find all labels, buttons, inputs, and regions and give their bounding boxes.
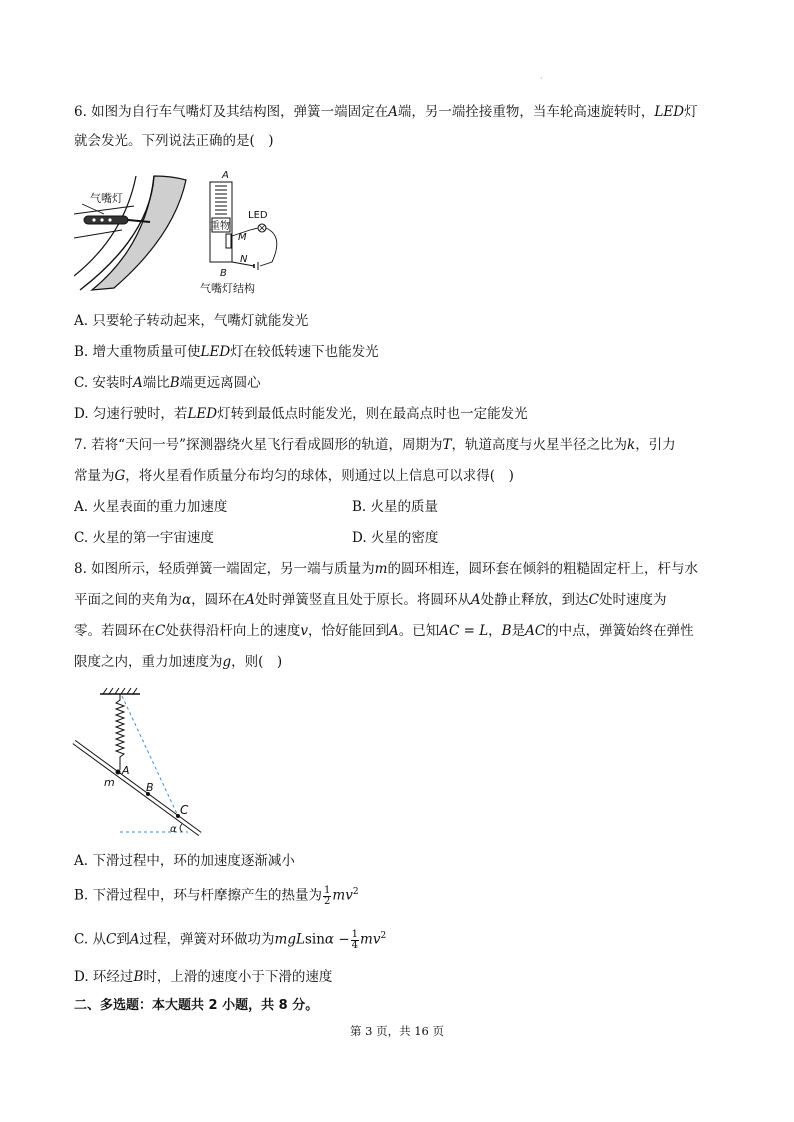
q8-option-d: D. 环经过B时，上滑的速度小于下滑的速度 bbox=[74, 969, 333, 985]
fraction-quarter: $\frac{1}{4}$ bbox=[351, 928, 359, 951]
label-lamp: 气嘴灯 bbox=[90, 192, 123, 205]
q7-option-b: B. 火星的质量 bbox=[352, 499, 439, 515]
q8-stem-line2: 平面之间的夹角为α，圆环在A处时弹簧竖直且处于原长。将圆环从A处静止释放，到达C处时速度为 bbox=[74, 592, 667, 608]
label-B: B bbox=[146, 781, 154, 794]
q7-stem-line2: 常量为G，将火星看作质量分布均匀的球体，则通过以上信息可以求得( ) bbox=[74, 468, 514, 484]
section-heading-multi-choice: 二、多选题：本大题共 2 小题，共 8 分。 bbox=[74, 998, 319, 1013]
fraction-half: $\frac{1}{2}$ bbox=[324, 884, 331, 907]
label-led: LED bbox=[248, 210, 268, 221]
label-alpha: α bbox=[170, 824, 177, 835]
spring-coils bbox=[215, 186, 227, 214]
q8-stem-line1: 8. 如图所示，轻质弹簧一端固定，另一端与质量为m的圆环相连，圆环套在倾斜的粗糙固定杆上，杆与水 bbox=[74, 561, 698, 577]
label-B: B bbox=[220, 268, 227, 279]
q6-option-c: C. 安装时A端比B端更远离圆心 bbox=[74, 375, 261, 391]
q8-option-a: A. 下滑过程中，环的加速度逐渐减小 bbox=[74, 853, 295, 869]
q7-option-d: D. 火星的密度 bbox=[352, 530, 439, 546]
q6-option-a: A. 只要轮子转动起来，气嘴灯就能发光 bbox=[74, 313, 309, 329]
label-A: A bbox=[122, 764, 130, 777]
label-M: M bbox=[238, 232, 247, 243]
q6-stem-line1: 6. 如图为自行车气嘴灯及其结构图，弹簧一端固定在A端，另一端拴接重物，当车轮高速旋转时，LED灯 bbox=[74, 104, 698, 120]
q6-option-d: D. 匀速行驶时，若LED灯转到最低点时能发光，则在最高点时也一定能发光 bbox=[74, 406, 528, 422]
label-caption: 气嘴灯结构 bbox=[200, 282, 255, 295]
q8-stem-line4: 限度之内，重力加速度为g，则( ) bbox=[74, 654, 283, 670]
q8-option-b: B. 下滑过程中，环与杆摩擦产生的热量为 $\frac{1}{2}$ $mv^2$ bbox=[74, 884, 359, 907]
q8-option-c: C. 从C到A过程，弹簧对环做功为mgLsinα − $\frac{1}{4}$ $mv^2$ bbox=[74, 928, 387, 951]
q6-stem-line2: 就会发光。下列说法正确的是( ) bbox=[74, 133, 274, 149]
q6-option-b: B. 增大重物质量可使LED灯在较低转速下也能发光 bbox=[74, 344, 379, 360]
label-N: N bbox=[240, 254, 248, 265]
page-footer: 第 3 页，共 16 页 bbox=[349, 1024, 445, 1038]
ring-A bbox=[116, 770, 121, 775]
label-A: A bbox=[222, 170, 229, 181]
label-m: m bbox=[104, 776, 115, 789]
q7-option-c: C. 火星的第一宇宙速度 bbox=[74, 530, 214, 546]
label-weight: 重物 bbox=[210, 221, 230, 232]
q7-option-a: A. 火星表面的重力加速度 bbox=[74, 499, 228, 515]
label-C: C bbox=[180, 803, 189, 817]
spring-zigzag bbox=[116, 694, 124, 770]
q6-figure-valve-lamp bbox=[74, 166, 294, 298]
q7-stem-line1: 7. 若将“天问一号”探测器绕火星飞行看成圆形的轨道，周期为T，轨道高度与火星半径之比为k，引力 bbox=[74, 437, 676, 453]
valve-lamp-shape bbox=[84, 216, 128, 224]
q8-stem-line3: 零。若圆环在C处获得沿杆向上的速度v，恰好能回到A。已知AC = L，B是AC的中点，弹簧始终在弹性 bbox=[74, 623, 694, 639]
stray-dot: · bbox=[540, 74, 543, 83]
q8-figure-spring-rod bbox=[70, 684, 210, 840]
